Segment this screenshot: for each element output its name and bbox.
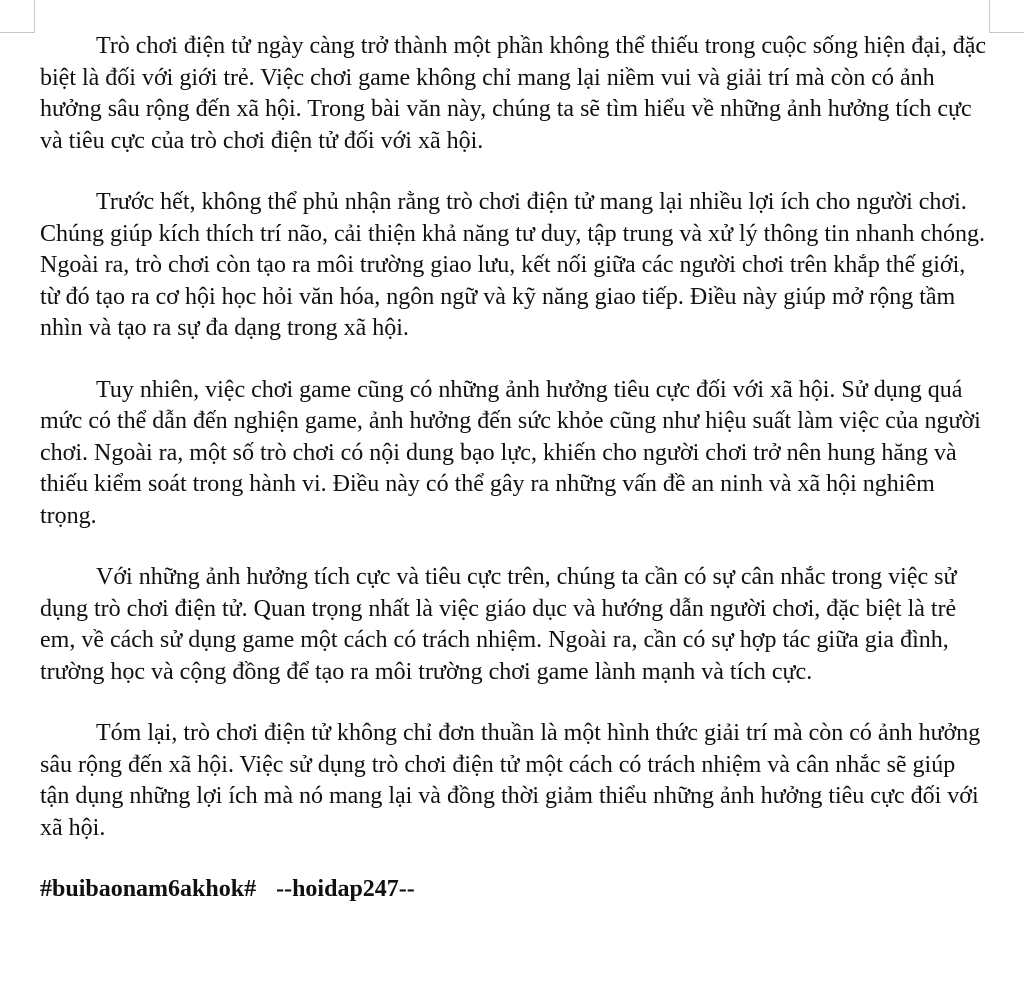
- paragraph-drawbacks: Tuy nhiên, việc chơi game cũng có những ảnh hưởng tiêu cực đối với xã hội. Sử dụng quá mức có thể dẫn đến nghiện game, ảnh hưởng đến sức khỏe cũng như hiệu suất làm việc của người chơi. Ngoài ra, một số trò chơi có nội dung bạo lực, khiến cho người chơi trở nên hung hăng và thiếu kiểm soát trong hành vi. Điều này có thể gây ra những vấn đề an ninh và xã hội nghiêm trọng.: [40, 376, 981, 529]
- paragraph-recommendations: Với những ảnh hưởng tích cực và tiêu cực trên, chúng ta cần có sự cân nhắc trong việc sử dụng trò chơi điện tử. Quan trọng nhất là việc giáo dục và hướng dẫn người chơi, đặc biệt là trẻ em, về cách sử dụng game một cách có trách nhiệm. Ngoài ra, cần có sự hợp tác giữa gia đình, trường học và cộng đồng để tạo ra môi trường chơi game lành mạnh và tích cực.: [40, 564, 957, 685]
- signature-line: [40, 874, 990, 906]
- paragraph-conclusion: Tóm lại, trò chơi điện tử không chỉ đơn thuần là một hình thức giải trí mà còn có ảnh hưởng sâu rộng đến xã hội. Việc sử dụng trò chơi điện tử một cách có trách nhiệm và cân nhắc sẽ giúp tận dụng những lợi ích mà nó mang lại và đồng thời giảm thiểu những ảnh hưởng tiêu cực đối với xã hội.: [40, 720, 981, 841]
- document-page: [40, 31, 990, 906]
- author-tag: #buibaonam6akhok#: [40, 876, 257, 902]
- site-tag: --hoidap247--: [276, 876, 415, 902]
- page-corner-mark-right: [989, 0, 1024, 33]
- paragraph-intro: Trò chơi điện tử ngày càng trở thành một phần không thể thiếu trong cuộc sống hiện đại, đặc biệt là đối với giới trẻ. Việc chơi game không chỉ mang lại niềm vui và giải trí mà còn có ảnh hưởng sâu rộng đến xã hội. Trong bài văn này, chúng ta sẽ tìm hiểu về những ảnh hưởng tích cực và tiêu cực của trò chơi điện tử đối với xã hội.: [40, 33, 986, 154]
- page-corner-mark-left: [0, 0, 35, 33]
- paragraph-benefits: Trước hết, không thể phủ nhận rằng trò chơi điện tử mang lại nhiều lợi ích cho người chơi. Chúng giúp kích thích trí não, cải thiện khả năng tư duy, tập trung và xử lý thông tin nhanh chóng. Ngoài ra, trò chơi còn tạo ra môi trường giao lưu, kết nối giữa các người chơi trên khắp thế giới, từ đó tạo ra cơ hội học hỏi văn hóa, ngôn ngữ và kỹ năng giao tiếp. Điều này giúp mở rộng tầm nhìn và tạo ra sự đa dạng trong xã hội.: [40, 189, 985, 341]
